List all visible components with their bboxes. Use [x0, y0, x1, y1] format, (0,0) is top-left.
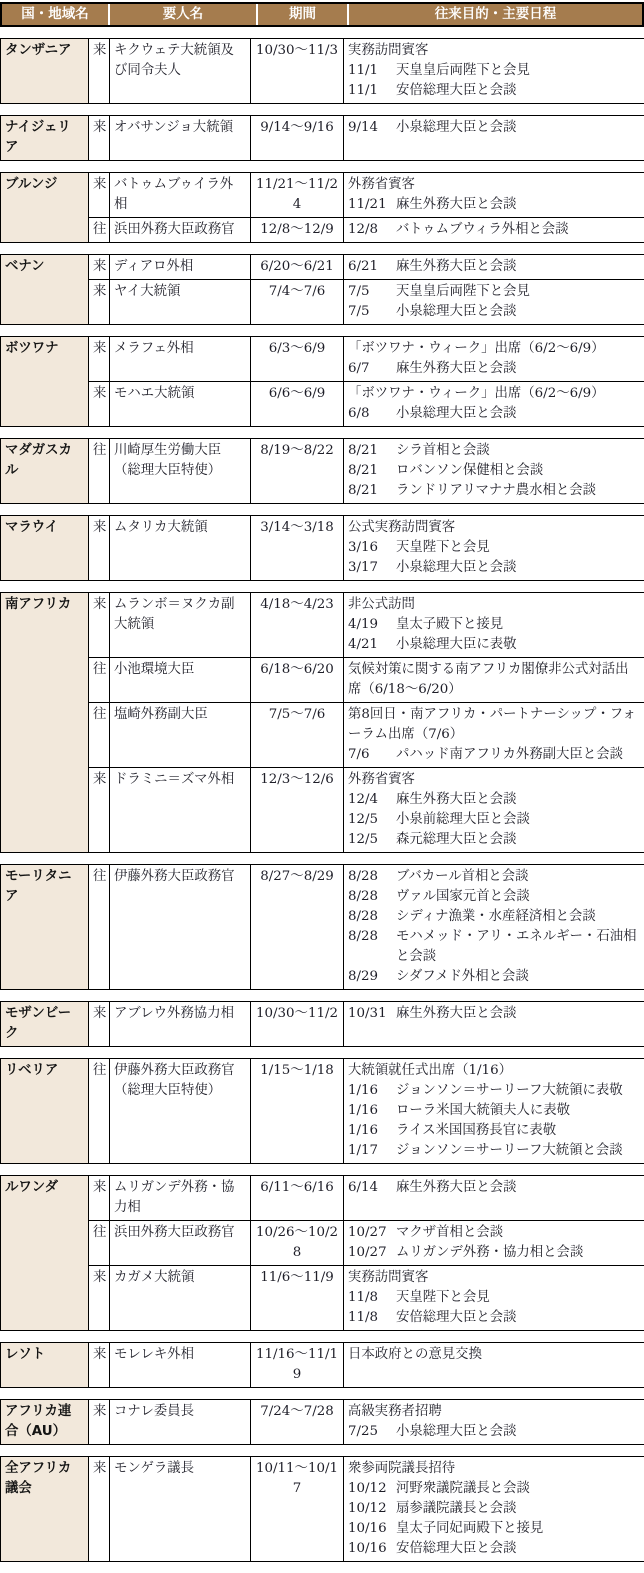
period-cell: 11/21～11/24 — [251, 173, 344, 218]
schedule-date: 8/28 — [348, 907, 396, 927]
period-cell: 12/3～12/6 — [251, 768, 344, 853]
schedule-line — [348, 558, 640, 578]
vip-name-cell: モレレキ外相 — [110, 1343, 251, 1388]
schedule-text: 天皇皇后両陛下と会見 — [396, 61, 640, 81]
schedule-date: 7/5 — [348, 282, 396, 302]
schedule-date: 6/21 — [348, 257, 396, 277]
schedule-line — [348, 745, 640, 765]
purpose-cell — [344, 280, 644, 325]
vip-name-cell: キクウェテ大統領及び同令夫人 — [110, 39, 251, 104]
period-cell: 7/24～7/28 — [251, 1400, 344, 1445]
purpose-cell — [344, 255, 644, 280]
country-name-cell: アフリカ連合（AU） — [1, 1400, 89, 1445]
purpose-cell — [344, 516, 644, 581]
direction-cell: 往 — [89, 439, 110, 504]
table-row — [1, 382, 644, 427]
vip-name-cell: ムタリカ大統領 — [110, 516, 251, 581]
direction-cell: 来 — [89, 280, 110, 325]
table-row — [1, 1343, 644, 1388]
direction-cell: 来 — [89, 593, 110, 658]
period-cell: 11/16～11/19 — [251, 1343, 344, 1388]
table-row — [1, 39, 644, 104]
schedule-date: 8/21 — [348, 441, 396, 461]
period-cell: 6/6～6/9 — [251, 382, 344, 427]
schedule-line — [348, 1081, 640, 1101]
country-name-cell: マラウイ — [1, 516, 89, 581]
schedule-text: ブバカール首相と会談 — [396, 867, 640, 887]
table-row — [1, 255, 644, 280]
vip-name-cell: 川崎厚生労働大臣（総理大臣特使） — [110, 439, 251, 504]
country-block — [0, 1175, 644, 1331]
schedule-text: 天皇皇后両陛下と会見 — [396, 282, 640, 302]
vip-name-cell: 塩崎外務副大臣 — [110, 703, 251, 768]
schedule-line — [348, 538, 640, 558]
schedule-line — [348, 1499, 640, 1519]
schedule-date: 10/27 — [348, 1223, 396, 1243]
schedule-text: モハメッド・アリ・エネルギー・石油相と会談 — [396, 927, 640, 967]
schedule-line — [348, 907, 640, 927]
schedule-text: ランドリアリマナナ農水相と会談 — [396, 481, 640, 501]
country-name-cell: ナイジェリア — [1, 116, 89, 161]
purpose-line: 気候対策に関する南アフリカ閣僚非公式対話出席（6/18～6/20） — [348, 660, 640, 700]
schedule-line — [348, 810, 640, 830]
schedule-text: ロバンソン保健相と会談 — [396, 461, 640, 481]
schedule-date: 12/4 — [348, 790, 396, 810]
direction-cell: 来 — [89, 1176, 110, 1221]
vip-name-cell: コナレ委員長 — [110, 1400, 251, 1445]
purpose-line: 大統領就任式出席（1/16） — [348, 1061, 640, 1081]
vip-name-cell: メラフェ外相 — [110, 337, 251, 382]
schedule-text: 小泉総理大臣と会談 — [396, 302, 640, 322]
schedule-line — [348, 81, 640, 101]
schedule-text: バトゥムブウィラ外相と会談 — [396, 220, 640, 240]
schedule-date: 7/6 — [348, 745, 396, 765]
period-cell: 6/18～6/20 — [251, 658, 344, 703]
direction-cell: 来 — [89, 1343, 110, 1388]
country-name-cell: タンザニア — [1, 39, 89, 104]
schedule-date: 11/8 — [348, 1288, 396, 1308]
schedule-text: 安倍総理大臣と会談 — [396, 1308, 640, 1328]
period-cell: 1/15～1/18 — [251, 1059, 344, 1164]
schedule-date: 10/27 — [348, 1243, 396, 1263]
country-block — [0, 1001, 644, 1047]
schedule-line — [348, 220, 640, 240]
schedule-line — [348, 441, 640, 461]
table-body — [0, 38, 644, 1562]
vip-name-cell: ドラミニ＝ズマ外相 — [110, 768, 251, 853]
table-row — [1, 218, 644, 243]
schedule-text: 小泉総理大臣と会談 — [396, 558, 640, 578]
purpose-line: 日本政府との意見交換 — [348, 1345, 640, 1365]
direction-cell: 来 — [89, 39, 110, 104]
purpose-line: 第8回日・南アフリカ・パートナーシップ・フォーラム出席（7/6） — [348, 705, 640, 745]
country-block — [0, 1342, 644, 1388]
schedule-text: パハッド南アフリカ外務副大臣と会談 — [396, 745, 640, 765]
schedule-date: 7/5 — [348, 302, 396, 322]
table-row — [1, 865, 644, 990]
schedule-line — [348, 195, 640, 215]
schedule-line — [348, 790, 640, 810]
table-row — [1, 593, 644, 658]
schedule-line — [348, 282, 640, 302]
purpose-line: 公式実務訪問賓客 — [348, 518, 640, 538]
schedule-date: 10/16 — [348, 1519, 396, 1539]
schedule-line — [348, 867, 640, 887]
table-header — [0, 2, 644, 27]
header-vip-name-column: 要人名 — [108, 4, 256, 25]
schedule-line — [348, 1121, 640, 1141]
schedule-text: 扇参議院議長と会談 — [396, 1499, 640, 1519]
direction-cell: 来 — [89, 768, 110, 853]
schedule-text: ジョンソン＝サーリーフ大統領と会談 — [396, 1141, 640, 1161]
purpose-cell — [344, 593, 644, 658]
direction-cell: 来 — [89, 116, 110, 161]
table-row — [1, 116, 644, 161]
schedule-text: 皇太子同妃両殿下と接見 — [396, 1519, 640, 1539]
schedule-line — [348, 61, 640, 81]
schedule-date: 8/21 — [348, 481, 396, 501]
country-block — [0, 38, 644, 104]
schedule-line — [348, 887, 640, 907]
direction-cell: 来 — [89, 1002, 110, 1047]
schedule-line — [348, 830, 640, 850]
purpose-line: 実務訪問賓客 — [348, 1268, 640, 1288]
country-name-cell: ベナン — [1, 255, 89, 325]
schedule-text: 安倍総理大臣と会談 — [396, 1539, 640, 1559]
vip-name-cell: ムリガンデ外務・協力相 — [110, 1176, 251, 1221]
period-cell: 6/20～6/21 — [251, 255, 344, 280]
schedule-line — [348, 118, 640, 138]
period-cell: 11/6～11/9 — [251, 1266, 344, 1331]
table-row — [1, 439, 644, 504]
schedule-date: 3/17 — [348, 558, 396, 578]
schedule-line — [348, 1519, 640, 1539]
schedule-text: ジョンソン＝サーリーフ大統領に表敬 — [396, 1081, 640, 1101]
country-block — [0, 115, 644, 161]
purpose-cell — [344, 39, 644, 104]
table-row — [1, 1457, 644, 1562]
table-row — [1, 1221, 644, 1266]
table-row — [1, 1266, 644, 1331]
schedule-date: 6/8 — [348, 404, 396, 424]
schedule-date: 8/21 — [348, 461, 396, 481]
vip-name-cell: モハエ大統領 — [110, 382, 251, 427]
purpose-cell — [344, 1266, 644, 1331]
purpose-cell — [344, 1400, 644, 1445]
schedule-date: 8/28 — [348, 927, 396, 967]
schedule-line — [348, 1141, 640, 1161]
schedule-date: 11/1 — [348, 81, 396, 101]
period-cell: 6/11～6/16 — [251, 1176, 344, 1221]
schedule-line — [348, 257, 640, 277]
direction-cell: 往 — [89, 703, 110, 768]
purpose-cell — [344, 658, 644, 703]
schedule-line — [348, 635, 640, 655]
schedule-text: 麻生外務大臣と会談 — [396, 257, 640, 277]
schedule-text: 小泉前総理大臣と会談 — [396, 810, 640, 830]
direction-cell: 往 — [89, 1059, 110, 1164]
schedule-date: 11/1 — [348, 61, 396, 81]
country-block — [0, 1399, 644, 1445]
table-row — [1, 337, 644, 382]
schedule-text: 麻生外務大臣と会談 — [396, 359, 640, 379]
country-block — [0, 254, 644, 325]
schedule-text: 天皇陛下と会見 — [396, 1288, 640, 1308]
header-period-column: 期間 — [256, 4, 347, 25]
schedule-line — [348, 1101, 640, 1121]
purpose-line: 「ボツワナ・ウィーク」出席（6/2～6/9） — [348, 384, 640, 404]
schedule-line — [348, 1288, 640, 1308]
country-name-cell: モザンビーク — [1, 1002, 89, 1047]
vip-name-cell: ムランボ＝ヌクカ副大統領 — [110, 593, 251, 658]
schedule-date: 10/12 — [348, 1479, 396, 1499]
schedule-text: 麻生外務大臣と会談 — [396, 1178, 640, 1198]
schedule-date: 1/17 — [348, 1141, 396, 1161]
vip-name-cell: 伊藤外務大臣政務官 — [110, 865, 251, 990]
period-cell: 3/14～3/18 — [251, 516, 344, 581]
schedule-text: 麻生外務大臣と会談 — [396, 1004, 640, 1024]
period-cell: 4/18～4/23 — [251, 593, 344, 658]
purpose-cell — [344, 1002, 644, 1047]
period-cell: 8/27～8/29 — [251, 865, 344, 990]
period-cell: 7/5～7/6 — [251, 703, 344, 768]
country-block — [0, 438, 644, 504]
direction-cell: 来 — [89, 1400, 110, 1445]
direction-cell: 往 — [89, 1221, 110, 1266]
schedule-line — [348, 481, 640, 501]
purpose-cell — [344, 218, 644, 243]
direction-cell: 往 — [89, 865, 110, 990]
country-block — [0, 336, 644, 427]
schedule-date: 8/28 — [348, 867, 396, 887]
country-name-cell: リベリア — [1, 1059, 89, 1164]
schedule-text: 小泉総理大臣と会談 — [396, 118, 640, 138]
country-name-cell: ブルンジ — [1, 173, 89, 243]
schedule-date: 6/14 — [348, 1178, 396, 1198]
direction-cell: 来 — [89, 1266, 110, 1331]
vip-name-cell: 浜田外務大臣政務官 — [110, 1221, 251, 1266]
purpose-cell — [344, 439, 644, 504]
schedule-date: 7/25 — [348, 1422, 396, 1442]
period-cell: 10/30～11/3 — [251, 39, 344, 104]
purpose-line: 実務訪問賓客 — [348, 41, 640, 61]
table-row — [1, 1002, 644, 1047]
schedule-line — [348, 1178, 640, 1198]
schedule-line — [348, 927, 640, 967]
schedule-date: 1/16 — [348, 1081, 396, 1101]
schedule-date: 8/29 — [348, 967, 396, 987]
country-name-cell: マダガスカル — [1, 439, 89, 504]
header-country-column: 国・地域名 — [2, 4, 108, 25]
schedule-date: 8/28 — [348, 887, 396, 907]
purpose-line: 「ボツワナ・ウィーク」出席（6/2～6/9） — [348, 339, 640, 359]
country-block — [0, 515, 644, 581]
schedule-text: ムリガンデ外務・協力相と会談 — [396, 1243, 640, 1263]
schedule-text: 河野衆議院議長と会談 — [396, 1479, 640, 1499]
schedule-text: 安倍総理大臣と会談 — [396, 81, 640, 101]
period-cell: 10/26～10/28 — [251, 1221, 344, 1266]
direction-cell: 来 — [89, 1457, 110, 1562]
schedule-text: 小泉総理大臣に表敬 — [396, 635, 640, 655]
table-row — [1, 768, 644, 853]
purpose-cell — [344, 116, 644, 161]
schedule-text: マクザ首相と会談 — [396, 1223, 640, 1243]
schedule-text: シディナ漁業・水産経済相と会談 — [396, 907, 640, 927]
country-name-cell: ボツワナ — [1, 337, 89, 427]
schedule-text: ライス米国国務長官に表敬 — [396, 1121, 640, 1141]
schedule-text: ローラ米国大統領夫人に表敬 — [396, 1101, 640, 1121]
purpose-line: 外務省賓客 — [348, 175, 640, 195]
purpose-cell — [344, 382, 644, 427]
purpose-cell — [344, 865, 644, 990]
table-row — [1, 658, 644, 703]
schedule-text: ヴァル国家元首と会談 — [396, 887, 640, 907]
purpose-cell — [344, 703, 644, 768]
country-name-cell: モーリタニア — [1, 865, 89, 990]
vip-name-cell: カガメ大統領 — [110, 1266, 251, 1331]
schedule-line — [348, 1223, 640, 1243]
schedule-date: 11/8 — [348, 1308, 396, 1328]
schedule-text: 皇太子殿下と接見 — [396, 615, 640, 635]
table-row — [1, 280, 644, 325]
purpose-line: 高級実務者招聘 — [348, 1402, 640, 1422]
purpose-cell — [344, 768, 644, 853]
schedule-line — [348, 1479, 640, 1499]
country-name-cell: 全アフリカ議会 — [1, 1457, 89, 1562]
schedule-date: 4/21 — [348, 635, 396, 655]
table-row — [1, 1059, 644, 1164]
vip-name-cell: モンゲラ議長 — [110, 1457, 251, 1562]
country-name-cell: ルワンダ — [1, 1176, 89, 1331]
schedule-text: シダフメド外相と会談 — [396, 967, 640, 987]
vip-name-cell: 伊藤外務大臣政務官（総理大臣特使） — [110, 1059, 251, 1164]
schedule-line — [348, 1308, 640, 1328]
purpose-cell — [344, 1176, 644, 1221]
vip-name-cell: 小池環境大臣 — [110, 658, 251, 703]
direction-cell: 往 — [89, 218, 110, 243]
direction-cell: 来 — [89, 337, 110, 382]
schedule-text: シラ首相と会談 — [396, 441, 640, 461]
purpose-cell — [344, 1343, 644, 1388]
schedule-text: 麻生外務大臣と会談 — [396, 790, 640, 810]
schedule-text: 小泉総理大臣と会談 — [396, 404, 640, 424]
table-row — [1, 173, 644, 218]
schedule-date: 4/19 — [348, 615, 396, 635]
schedule-date: 11/21 — [348, 195, 396, 215]
direction-cell: 来 — [89, 516, 110, 581]
table-row — [1, 1176, 644, 1221]
schedule-line — [348, 967, 640, 987]
table-row — [1, 703, 644, 768]
vip-name-cell: オバサンジョ大統領 — [110, 116, 251, 161]
purpose-cell — [344, 1457, 644, 1562]
schedule-text: 森元総理大臣と会談 — [396, 830, 640, 850]
period-cell: 6/3～6/9 — [251, 337, 344, 382]
purpose-line: 外務省賓客 — [348, 770, 640, 790]
schedule-date: 10/12 — [348, 1499, 396, 1519]
header-purpose-column: 往来目的・主要日程 — [347, 4, 642, 25]
country-name-cell: レソト — [1, 1343, 89, 1388]
schedule-date: 12/8 — [348, 220, 396, 240]
direction-cell: 来 — [89, 255, 110, 280]
country-block — [0, 1058, 644, 1164]
schedule-line — [348, 359, 640, 379]
schedule-line — [348, 1243, 640, 1263]
schedule-date: 1/16 — [348, 1121, 396, 1141]
schedule-date: 10/31 — [348, 1004, 396, 1024]
period-cell: 10/30～11/2 — [251, 1002, 344, 1047]
schedule-date: 12/5 — [348, 830, 396, 850]
direction-cell: 来 — [89, 382, 110, 427]
schedule-line — [348, 615, 640, 635]
schedule-line — [348, 1422, 640, 1442]
purpose-cell — [344, 1221, 644, 1266]
schedule-date: 12/5 — [348, 810, 396, 830]
purpose-cell — [344, 173, 644, 218]
purpose-cell — [344, 337, 644, 382]
period-cell: 8/19～8/22 — [251, 439, 344, 504]
vip-name-cell: バトゥムブゥイラ外相 — [110, 173, 251, 218]
vip-name-cell: ヤイ大統領 — [110, 280, 251, 325]
period-cell: 12/8～12/9 — [251, 218, 344, 243]
schedule-line — [348, 1539, 640, 1559]
direction-cell: 往 — [89, 658, 110, 703]
schedule-date: 3/16 — [348, 538, 396, 558]
direction-cell: 来 — [89, 173, 110, 218]
country-name-cell: 南アフリカ — [1, 593, 89, 853]
country-block — [0, 864, 644, 990]
schedule-line — [348, 302, 640, 322]
schedule-date: 9/14 — [348, 118, 396, 138]
period-cell: 10/11～10/17 — [251, 1457, 344, 1562]
schedule-line — [348, 461, 640, 481]
table-row — [1, 516, 644, 581]
period-cell: 9/14～9/16 — [251, 116, 344, 161]
purpose-line: 衆参両院議長招待 — [348, 1459, 640, 1479]
schedule-text: 小泉総理大臣と会談 — [396, 1422, 640, 1442]
vip-name-cell: 浜田外務大臣政務官 — [110, 218, 251, 243]
country-block — [0, 1456, 644, 1562]
schedule-date: 1/16 — [348, 1101, 396, 1121]
table-row — [1, 1400, 644, 1445]
purpose-cell — [344, 1059, 644, 1164]
vip-name-cell: ディアロ外相 — [110, 255, 251, 280]
purpose-line: 非公式訪問 — [348, 595, 640, 615]
country-block — [0, 592, 644, 853]
schedule-date: 6/7 — [348, 359, 396, 379]
vip-name-cell: アブレウ外務協力相 — [110, 1002, 251, 1047]
schedule-date: 10/16 — [348, 1539, 396, 1559]
period-cell: 7/4～7/6 — [251, 280, 344, 325]
country-block — [0, 172, 644, 243]
schedule-text: 天皇陛下と会見 — [396, 538, 640, 558]
schedule-line — [348, 404, 640, 424]
schedule-line — [348, 1004, 640, 1024]
schedule-text: 麻生外務大臣と会談 — [396, 195, 640, 215]
